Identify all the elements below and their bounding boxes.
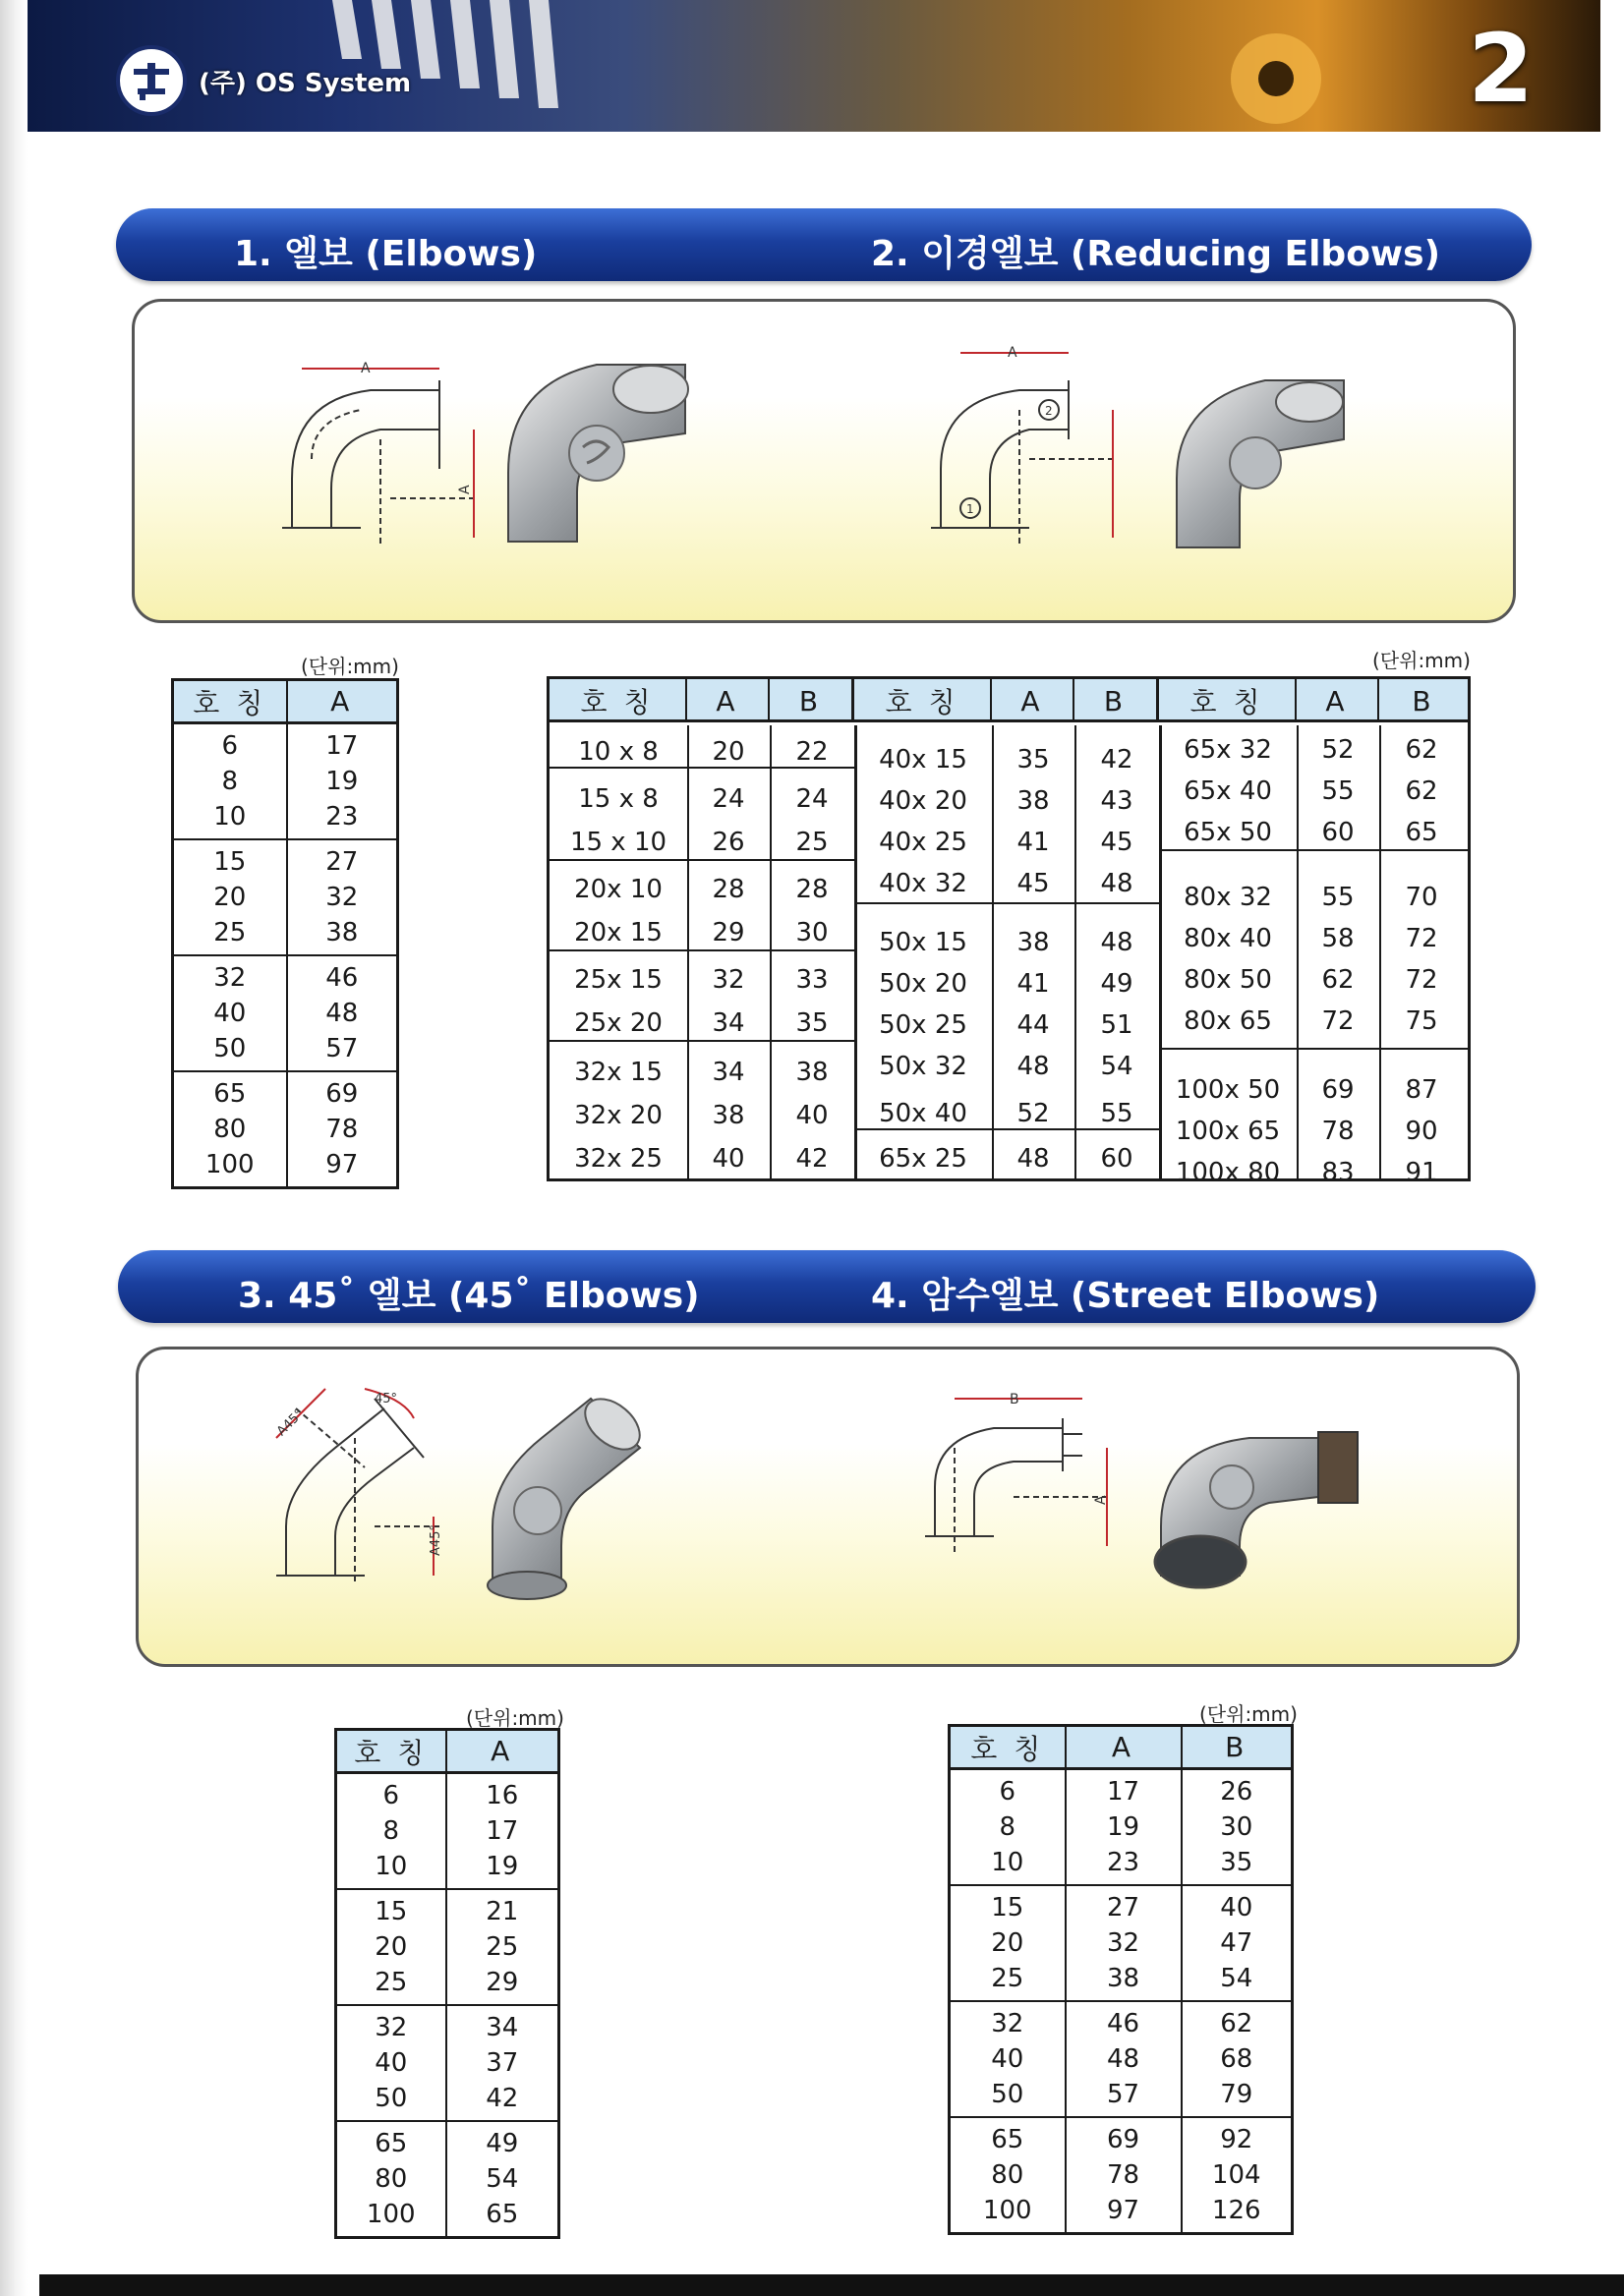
cell-value: 21	[486, 1897, 519, 1926]
table-header: 호 칭	[854, 679, 992, 722]
table-cell: 51	[1100, 1010, 1133, 1040]
street-elbows-table	[948, 1724, 1294, 2235]
table-cell: 20x 15	[574, 918, 663, 947]
table-cell	[1182, 1885, 1293, 2001]
table-cell: 75	[1405, 1006, 1438, 1036]
street-table-body	[950, 1769, 1293, 2234]
table-cell: 100x 80	[1175, 1158, 1281, 1187]
table-cell	[446, 2005, 559, 2121]
cell-value: 8	[221, 767, 239, 796]
company-logo	[116, 45, 187, 116]
table-cell: 40x 15	[879, 745, 967, 775]
table-cell	[1066, 1769, 1182, 1886]
cell-value: 25	[213, 918, 247, 947]
cell-value: 54	[1220, 1964, 1253, 1993]
cell-value: 32	[213, 963, 247, 993]
cell-value: 69	[1106, 2125, 1140, 2154]
table-divider	[1159, 849, 1468, 851]
cell-value: 48	[325, 999, 359, 1028]
table-cell: 54	[1100, 1052, 1133, 1081]
reducing-elbow-photo	[1157, 361, 1354, 557]
table-cell: 26	[712, 828, 745, 857]
cell-value: 19	[325, 767, 359, 796]
table-cell	[173, 723, 287, 840]
elbows-table-body	[173, 723, 398, 1188]
cell-value: 27	[325, 847, 359, 877]
table-row-group	[336, 2121, 559, 2238]
cell-value: 19	[1106, 1812, 1140, 1842]
cell-value: 27	[1106, 1893, 1140, 1923]
table-cell: 33	[795, 965, 829, 995]
table-row-group	[950, 2117, 1293, 2234]
table-cell: 35	[1016, 745, 1050, 775]
table-divider	[550, 767, 854, 769]
table-cell: 28	[795, 875, 829, 904]
table-row-group	[173, 1071, 398, 1188]
table-cell: 80x 40	[1184, 924, 1272, 953]
table-row-group	[336, 1773, 559, 1890]
table-divider	[550, 859, 854, 861]
reducing-elbow-diagram	[921, 341, 1137, 557]
table-cell	[173, 1071, 287, 1188]
cell-value: 65	[375, 2129, 408, 2158]
cell-value: 10	[375, 1852, 408, 1881]
table-header-row	[550, 679, 1468, 722]
table-row-group	[173, 955, 398, 1071]
table-row-group	[173, 839, 398, 955]
page-edge-bottom	[39, 2274, 1624, 2296]
cell-value: 42	[486, 2084, 519, 2113]
company-name: (주) OS System	[199, 69, 412, 98]
cell-value: 15	[991, 1893, 1024, 1923]
table-header: A	[1066, 1726, 1182, 1769]
cell-value: 38	[1106, 1964, 1140, 1993]
table-cell	[336, 1889, 446, 2005]
cell-value: 20	[991, 1928, 1024, 1958]
table-row-group	[950, 2001, 1293, 2117]
table-cell: 40x 20	[879, 786, 967, 816]
street-elbow-photo	[1141, 1408, 1377, 1605]
cell-value: 50	[375, 2084, 408, 2113]
cell-value: 15	[213, 847, 247, 877]
cell-value: 80	[991, 2160, 1024, 2190]
table-cell: 38	[1016, 928, 1050, 957]
cell-value: 20	[213, 883, 247, 912]
table-cell: 100x 50	[1175, 1075, 1281, 1105]
dimension-label-a: A	[1093, 1495, 1109, 1505]
cell-value: 65	[991, 2125, 1024, 2154]
dimension-label-a45-vertical: A45°	[429, 1524, 443, 1556]
cell-value: 46	[1106, 2009, 1140, 2038]
table-header: A	[687, 679, 770, 722]
table-cell	[446, 1773, 559, 1890]
cell-value: 26	[1220, 1777, 1253, 1807]
cell-value: 80	[213, 1115, 247, 1144]
table-cell: 24	[712, 784, 745, 814]
table-header: 호 칭	[173, 680, 287, 723]
table-cell: 70	[1405, 883, 1438, 912]
table-cell: 48	[1016, 1052, 1050, 1081]
cell-value: 40	[213, 999, 247, 1028]
cell-value: 57	[325, 1034, 359, 1063]
elbows-table	[171, 678, 399, 1189]
cell-value: 25	[991, 1964, 1024, 1993]
section-title-reducing: 2. 이경엘보 (Reducing Elbows)	[871, 234, 1441, 274]
gear-graphic-right	[1188, 20, 1364, 128]
cell-value: 68	[1220, 2044, 1253, 2074]
table-cell: 72	[1321, 1006, 1355, 1036]
table-cell: 50x 15	[879, 928, 967, 957]
table-cell	[950, 1769, 1066, 1886]
cell-value: 92	[1220, 2125, 1253, 2154]
table-cell	[1182, 2117, 1293, 2234]
table-cell: 41	[1016, 828, 1050, 857]
table-header: 호 칭	[950, 1726, 1066, 1769]
table-cell: 60	[1100, 1144, 1133, 1174]
table-cell	[287, 955, 398, 1071]
table-cell: 65x 32	[1184, 735, 1272, 765]
elbow-photo	[489, 345, 705, 561]
table-divider	[854, 902, 1159, 904]
table-cell: 24	[795, 784, 829, 814]
table-cell: 52	[1321, 735, 1355, 765]
table-cell: 38	[1016, 786, 1050, 816]
table-cell	[287, 723, 398, 840]
table-cell: 15 x 8	[578, 784, 659, 814]
table-header: B	[1182, 1726, 1293, 1769]
table-cell	[446, 2121, 559, 2238]
table-header: B	[1074, 679, 1159, 722]
title-bar-elbows	[116, 208, 1532, 281]
table-cell: 90	[1405, 1117, 1438, 1146]
table-cell: 34	[712, 1008, 745, 1038]
table-header: 호 칭	[1159, 679, 1297, 722]
cell-value: 23	[1106, 1848, 1140, 1877]
table-cell: 22	[795, 737, 829, 767]
table-cell	[950, 1885, 1066, 2001]
cell-value: 65	[486, 2200, 519, 2229]
dimension-label-a: A	[1008, 345, 1017, 361]
table-cell: 28	[712, 875, 745, 904]
cell-value: 97	[325, 1150, 359, 1179]
table-row-group	[336, 1889, 559, 2005]
cell-value: 10	[213, 802, 247, 832]
table-cell: 48	[1100, 928, 1133, 957]
table-row-group	[950, 1769, 1293, 1886]
table-divider	[854, 1128, 1159, 1130]
dimension-label-b: B	[1010, 1392, 1019, 1407]
header-banner	[28, 0, 1600, 132]
table-cell	[446, 1889, 559, 2005]
cell-value: 35	[1220, 1848, 1253, 1877]
port-label-1: 1	[966, 502, 974, 516]
cell-value: 8	[999, 1812, 1016, 1842]
cell-value: 46	[325, 963, 359, 993]
table-cell	[1066, 1885, 1182, 2001]
table-cell: 69	[1321, 1075, 1355, 1105]
table-cell: 32	[712, 965, 745, 995]
table-cell: 55	[1100, 1099, 1133, 1128]
table-cell: 30	[795, 918, 829, 947]
table-cell: 48	[1016, 1144, 1050, 1174]
table-cell	[1182, 2001, 1293, 2117]
table-header: A	[287, 680, 398, 723]
table-row-group	[336, 2005, 559, 2121]
cell-value: 54	[486, 2164, 519, 2194]
table-cell: 55	[1321, 776, 1355, 806]
cell-value: 32	[325, 883, 359, 912]
table-cell: 52	[1016, 1099, 1050, 1128]
cell-value: 17	[325, 731, 359, 761]
table-cell: 100x 65	[1175, 1117, 1281, 1146]
table-cell	[336, 2005, 446, 2121]
angle-label-45: 45°	[375, 1392, 398, 1406]
table-header: B	[1412, 684, 1435, 718]
table-cell: 42	[1100, 745, 1133, 775]
cell-value: 49	[486, 2129, 519, 2158]
table-cell: 50x 20	[879, 969, 967, 999]
table-cell	[1066, 2117, 1182, 2234]
table-cell: 55	[1321, 883, 1355, 912]
table-cell: 60	[1321, 818, 1355, 847]
table-cell: 20	[712, 737, 745, 767]
faucet-icon	[128, 57, 175, 104]
table-header: A	[1297, 679, 1379, 722]
cell-value: 69	[325, 1079, 359, 1109]
table-cell: 49	[1100, 969, 1133, 999]
title-bar-45-street	[118, 1250, 1536, 1323]
cell-value: 80	[375, 2164, 408, 2194]
table-cell	[336, 2121, 446, 2238]
table-cell: 65	[1405, 818, 1438, 847]
table-cell: 44	[1016, 1010, 1050, 1040]
table-cell: 72	[1405, 965, 1438, 995]
cell-value: 25	[486, 1932, 519, 1962]
cell-value: 57	[1106, 2080, 1140, 2109]
cell-value: 17	[1106, 1777, 1140, 1807]
table-cell: 40x 32	[879, 869, 967, 898]
section-title-45-elbows: 3. 45˚ 엘보 (45˚ Elbows)	[238, 1276, 700, 1316]
cell-value: 15	[375, 1897, 408, 1926]
table-cell: 20x 10	[574, 875, 663, 904]
table-cell: 10 x 8	[578, 737, 659, 767]
unit-label-street: (단위:mm)	[1199, 1702, 1298, 1726]
unit-label-45: (단위:mm)	[466, 1706, 564, 1730]
cell-value: 6	[999, 1777, 1016, 1807]
cell-value: 6	[221, 731, 239, 761]
table-header: B	[770, 679, 854, 722]
table-cell: 43	[1100, 786, 1133, 816]
cell-value: 25	[375, 1968, 408, 1997]
cell-value: 32	[375, 2013, 408, 2042]
cell-value: 34	[486, 2013, 519, 2042]
illustration-panel-elbows	[132, 299, 1516, 623]
cell-value: 48	[1106, 2044, 1140, 2074]
street-elbow-diagram	[915, 1389, 1131, 1576]
dimension-label-a45: A45°	[273, 1406, 308, 1440]
table-cell: 65x 40	[1184, 776, 1272, 806]
cell-value: 8	[382, 1816, 400, 1846]
table-row-group	[950, 1885, 1293, 2001]
section-title-elbows: 1. 엘보 (Elbows)	[234, 234, 538, 274]
table-cell: 42	[795, 1144, 829, 1174]
page-edge	[0, 0, 28, 2296]
dimension-label-a: A	[361, 361, 371, 376]
table-cell	[1182, 1769, 1293, 1886]
table-cell: 65x 50	[1184, 818, 1272, 847]
table-cell: 78	[1321, 1117, 1355, 1146]
cell-value: 100	[204, 1150, 255, 1179]
elbow-diagram	[272, 361, 489, 547]
table-cell: 72	[1405, 924, 1438, 953]
cell-value: 62	[1220, 2009, 1253, 2038]
table-cell: 38	[712, 1101, 745, 1130]
table-cell: 32x 20	[574, 1101, 663, 1130]
table-cell: 32x 15	[574, 1058, 663, 1087]
port-label-2: 2	[1045, 404, 1053, 418]
cell-value: 50	[991, 2080, 1024, 2109]
cell-value: 50	[213, 1034, 247, 1063]
table-cell: 45	[1016, 869, 1050, 898]
table-cell: 25x 20	[574, 1008, 663, 1038]
table-cell: 65x 25	[879, 1144, 967, 1174]
table-cell	[287, 839, 398, 955]
elbow45-photo	[463, 1389, 660, 1605]
table-cell: 87	[1405, 1075, 1438, 1105]
table-cell	[173, 955, 287, 1071]
table-divider	[550, 1040, 854, 1042]
dimension-label-a-vertical: A	[457, 485, 473, 494]
cell-value: 40	[991, 2044, 1024, 2074]
table-cell	[1066, 2001, 1182, 2117]
cell-value: 37	[486, 2048, 519, 2078]
table-cell: 80x 32	[1184, 883, 1272, 912]
unit-label-elbows: (단위:mm)	[301, 655, 399, 678]
table-header: A	[446, 1730, 559, 1773]
cell-value: 104	[1211, 2160, 1261, 2190]
table-cell: 48	[1100, 869, 1133, 898]
cell-value: 97	[1106, 2196, 1140, 2225]
unit-label-reducing: (단위:mm)	[1372, 649, 1471, 672]
cell-value: 30	[1220, 1812, 1253, 1842]
table-cell: 40	[795, 1101, 829, 1130]
cell-value: 126	[1211, 2196, 1261, 2225]
table-header: 호 칭	[336, 1730, 446, 1773]
section-title-street: 4. 암수엘보 (Street Elbows)	[871, 1276, 1380, 1316]
table-divider	[1159, 1048, 1468, 1050]
table-cell: 45	[1100, 828, 1133, 857]
cell-value: 32	[1106, 1928, 1140, 1958]
table-cell: 35	[795, 1008, 829, 1038]
table-cell: 40	[712, 1144, 745, 1174]
cell-value: 19	[486, 1852, 519, 1881]
table-cell: 34	[712, 1058, 745, 1087]
table-cell	[950, 2117, 1066, 2234]
cell-value: 100	[366, 2200, 416, 2229]
table-cell: 58	[1321, 924, 1355, 953]
table-cell: 83	[1321, 1158, 1355, 1187]
cell-value: 16	[486, 1781, 519, 1810]
table-cell: 15 x 10	[569, 828, 667, 857]
table-cell: 62	[1405, 776, 1438, 806]
cell-value: 100	[982, 2196, 1032, 2225]
table-cell: 40x 25	[879, 828, 967, 857]
elbows45-table	[334, 1728, 560, 2239]
table-cell: 80x 65	[1184, 1006, 1272, 1036]
elbow45-diagram	[257, 1379, 473, 1585]
table-cell: 50x 25	[879, 1010, 967, 1040]
table-cell: 62	[1405, 735, 1438, 765]
table-cell	[950, 2001, 1066, 2117]
table-cell	[173, 839, 287, 955]
cell-value: 20	[375, 1932, 408, 1962]
cell-value: 40	[375, 2048, 408, 2078]
table-cell: 50x 40	[879, 1099, 967, 1128]
illustration-panel-45-street	[136, 1347, 1520, 1667]
table-cell: 25x 15	[574, 965, 663, 995]
table-cell: 38	[795, 1058, 829, 1087]
cell-value: 10	[991, 1848, 1024, 1877]
cell-value: 17	[486, 1816, 519, 1846]
table-cell: 62	[1321, 965, 1355, 995]
table-cell: 80x 50	[1184, 965, 1272, 995]
table-cell	[336, 1773, 446, 1890]
cell-value: 47	[1220, 1928, 1253, 1958]
cell-value: 6	[382, 1781, 400, 1810]
table-cell: 25	[795, 828, 829, 857]
cell-value: 65	[213, 1079, 247, 1109]
cell-value: 32	[991, 2009, 1024, 2038]
table-header: 호 칭	[550, 679, 687, 722]
table-header: A	[992, 679, 1074, 722]
table-row-group	[173, 723, 398, 840]
cell-value: 29	[486, 1968, 519, 1997]
reducing-elbows-table	[547, 676, 1471, 1187]
table-cell: 32x 25	[574, 1144, 663, 1174]
table-cell	[287, 1071, 398, 1188]
cell-value: 40	[1220, 1893, 1253, 1923]
cell-value: 38	[325, 918, 359, 947]
cell-value: 23	[325, 802, 359, 832]
cell-value: 78	[325, 1115, 359, 1144]
table-cell: 41	[1016, 969, 1050, 999]
elbows45-table-body	[336, 1773, 559, 2238]
page-number: 2	[1468, 14, 1534, 124]
table-cell: 91	[1405, 1158, 1438, 1187]
cell-value: 78	[1106, 2160, 1140, 2190]
table-cell: 50x 32	[879, 1052, 967, 1081]
table-cell: 29	[712, 918, 745, 947]
table-divider	[550, 949, 854, 951]
cell-value: 79	[1220, 2080, 1253, 2109]
